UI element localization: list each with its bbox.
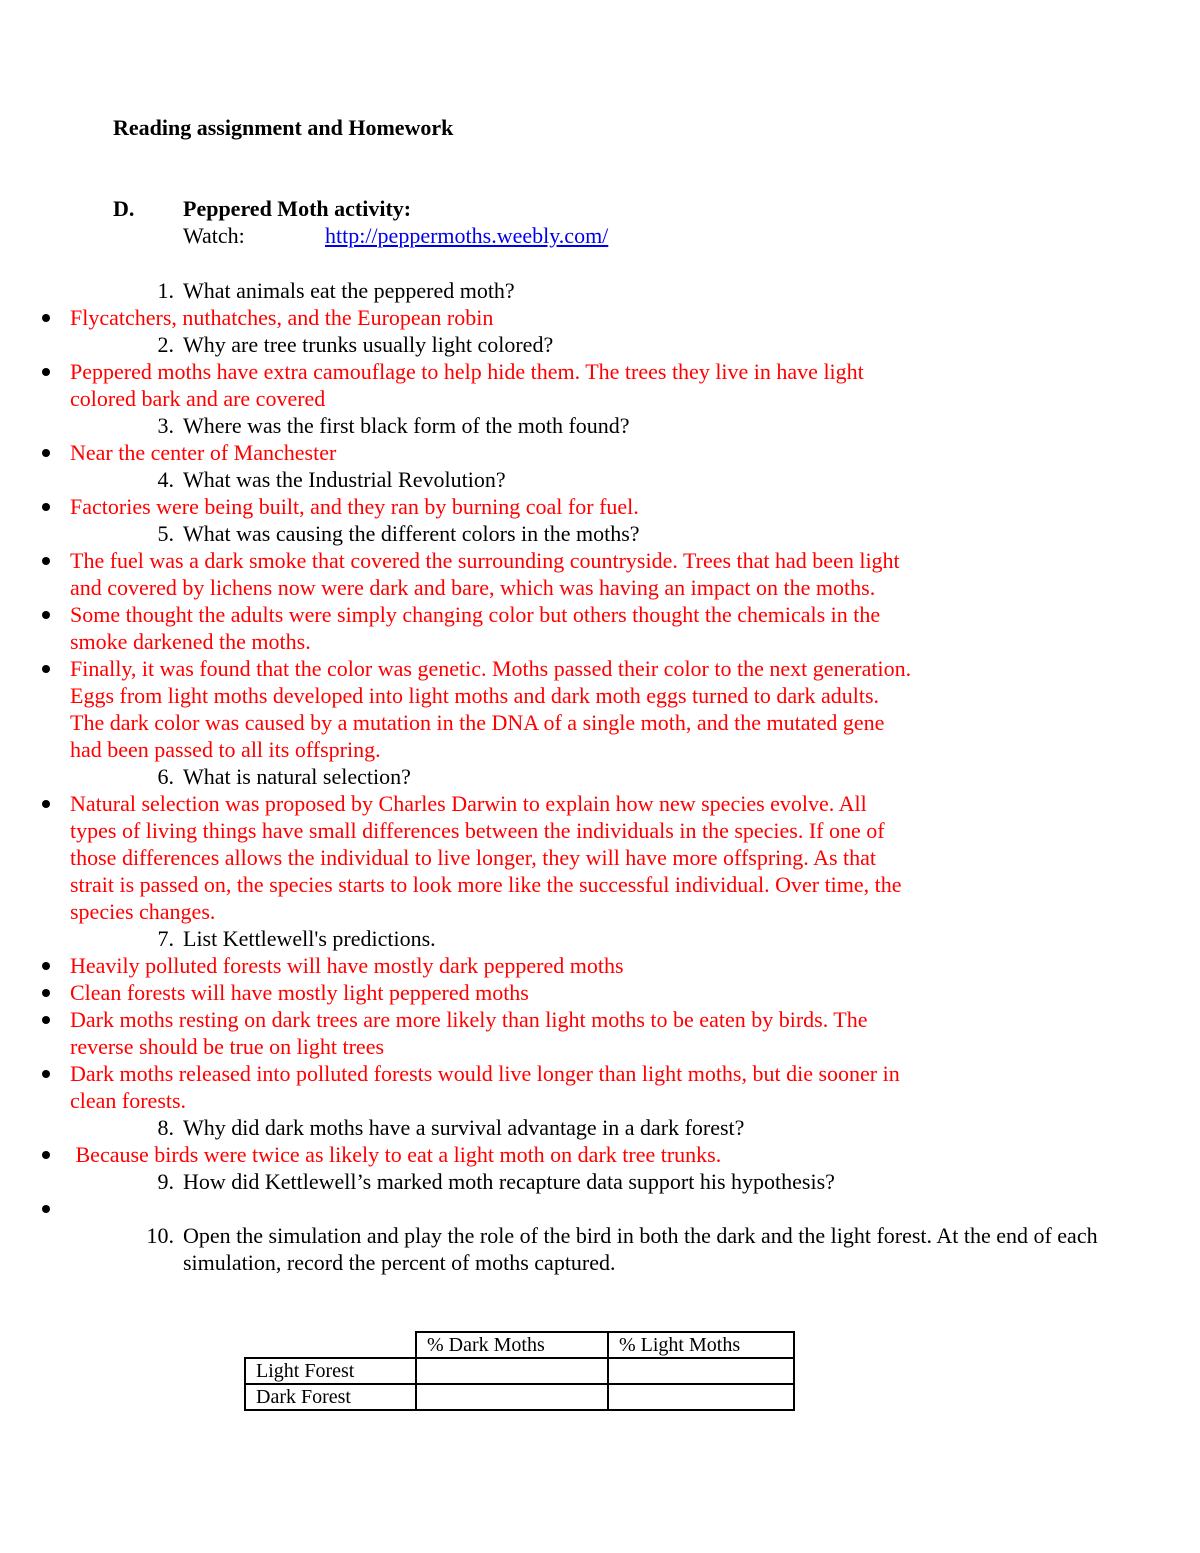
question-item (0, 412, 1098, 439)
document-title: Reading assignment and Homework (113, 115, 454, 140)
question-text: Open the simulation and play the role of the bird in both the dark and the light forest. At the end of each simulation, record the percent of moths captured. (183, 1223, 1098, 1275)
answer-item (0, 358, 915, 412)
answer-list (0, 790, 1200, 925)
answer-item (0, 952, 915, 979)
question-number: 4. (157, 467, 174, 492)
section-heading: Peppered Moth activity: (183, 196, 412, 221)
answer-item (0, 304, 915, 331)
table-cell[interactable] (416, 1384, 608, 1410)
answer-text: Finally, it was found that the color was genetic. Moths passed their color to the next generation. Eggs from light moths developed into light moths and dark moth eggs turned to dark adults. The dark color was caused by a mutation in the DNA of a single moth, and the mutated gene had been passed to all its offspring. (70, 656, 917, 762)
table-header-cell (245, 1332, 416, 1358)
question-text: What animals eat the peppered moth? (183, 278, 515, 303)
question-item (0, 1168, 1098, 1195)
bullet-icon (42, 962, 50, 970)
answer-text: Heavily polluted forests will have mostly dark peppered moths (70, 953, 624, 978)
answer-item (0, 601, 915, 655)
answer-text: Peppered moths have extra camouflage to help hide them. The trees they live in have light colored bark and are covered (70, 359, 870, 411)
table-row-label: Dark Forest (245, 1384, 416, 1410)
bullet-icon (42, 314, 50, 322)
answer-list (0, 952, 1200, 1114)
bullet-icon (42, 1070, 50, 1078)
bullet-icon (42, 557, 50, 565)
table-cell[interactable] (608, 1358, 794, 1384)
question-number: 6. (157, 764, 174, 789)
bullet-icon (42, 503, 50, 511)
bullet-icon (42, 1151, 50, 1159)
answer-text: Factories were being built, and they ran by burning coal for fuel. (70, 494, 639, 519)
question-item (0, 763, 1098, 790)
bullet-icon (42, 1016, 50, 1024)
question-number: 5. (157, 521, 174, 546)
question-number: 3. (157, 413, 174, 438)
answer-text: Some thought the adults were simply changing color but others thought the chemicals in the smoke darkened the moths. (70, 602, 886, 654)
bullet-icon (42, 800, 50, 808)
watch-row (183, 222, 609, 249)
question-item (0, 1114, 1098, 1141)
question-text: How did Kettlewell’s marked moth recapture data support his hypothesis? (183, 1169, 835, 1194)
moth-capture-table (244, 1331, 795, 1411)
answer-text: Because birds were twice as likely to eat a light moth on dark tree trunks. (70, 1142, 722, 1167)
table-row (245, 1384, 794, 1410)
question-number: 10. (146, 1223, 174, 1248)
answer-item (0, 547, 915, 601)
bullet-icon (42, 1205, 50, 1213)
bullet-icon (42, 989, 50, 997)
table-cell[interactable] (608, 1384, 794, 1410)
bullet-icon (42, 449, 50, 457)
question-text: What was causing the different colors in the moths? (183, 521, 640, 546)
table-row-label: Light Forest (245, 1358, 416, 1384)
question-number: 9. (157, 1169, 174, 1194)
answer-item (0, 1141, 915, 1168)
bullet-icon (42, 611, 50, 619)
section-letter: D. (113, 196, 135, 221)
table-header-row (245, 1332, 794, 1358)
answer-item (0, 1195, 915, 1222)
answer-list (0, 493, 1200, 520)
bullet-icon (42, 368, 50, 376)
question-text: What was the Industrial Revolution? (183, 467, 506, 492)
answer-item (0, 439, 915, 466)
answer-list (0, 547, 1200, 763)
question-number: 1. (157, 278, 174, 303)
question-number: 8. (157, 1115, 174, 1140)
question-number: 7. (157, 926, 174, 951)
answer-text: Near the center of Manchester (70, 440, 337, 465)
table-row (245, 1358, 794, 1384)
answer-text: Flycatchers, nuthatches, and the European robin (70, 305, 494, 330)
question-text: What is natural selection? (183, 764, 411, 789)
question-item (0, 466, 1098, 493)
answer-item (0, 790, 915, 925)
question-item (0, 1222, 1098, 1276)
answer-text: Dark moths resting on dark trees are more likely than light moths to be eaten by birds. The reverse should be true on light trees (70, 1007, 874, 1059)
table-cell[interactable] (416, 1358, 608, 1384)
answer-list (0, 1141, 1200, 1168)
answer-list (0, 304, 1200, 331)
table-header-cell: % Dark Moths (416, 1332, 608, 1358)
question-text: Where was the first black form of the moth found? (183, 413, 630, 438)
question-item (0, 925, 1098, 952)
answer-text: Dark moths released into polluted forests would live longer than light moths, but die sooner in clean forests. (70, 1061, 906, 1113)
answer-text: The fuel was a dark smoke that covered the surrounding countryside. Trees that had been light and covered by lichens now were dark and bare, which was having an impact on the moths. (70, 548, 906, 600)
answer-list (0, 1195, 1200, 1222)
watch-label: Watch: (183, 223, 245, 248)
question-item (0, 277, 1098, 304)
question-item (0, 520, 1098, 547)
question-text: Why are tree trunks usually light colored? (183, 332, 554, 357)
answer-item (0, 979, 915, 1006)
answer-text: Clean forests will have mostly light peppered moths (70, 980, 529, 1005)
answer-item (0, 655, 915, 763)
table-header-cell: % Light Moths (608, 1332, 794, 1358)
question-list (0, 277, 1200, 1276)
question-text: Why did dark moths have a survival advantage in a dark forest? (183, 1115, 745, 1140)
question-text: List Kettlewell's predictions. (183, 926, 436, 951)
answer-list (0, 358, 1200, 412)
watch-link[interactable]: http://peppermoths.weebly.com/ (325, 223, 609, 248)
question-item (0, 331, 1098, 358)
answer-item (0, 1060, 915, 1114)
answer-item (0, 493, 915, 520)
bullet-icon (42, 665, 50, 673)
question-number: 2. (157, 332, 174, 357)
answer-text: Natural selection was proposed by Charles Darwin to explain how new species evolve. All types of living things have small differences between the individuals in the species. If one of those differences allows the individual to live longer, they will have more offspring. As that strait is passed on, the species starts to look more like the successful individual. Over time, the species changes. (70, 791, 908, 924)
answer-text (70, 1195, 915, 1222)
answer-list (0, 439, 1200, 466)
answer-item (0, 1006, 915, 1060)
